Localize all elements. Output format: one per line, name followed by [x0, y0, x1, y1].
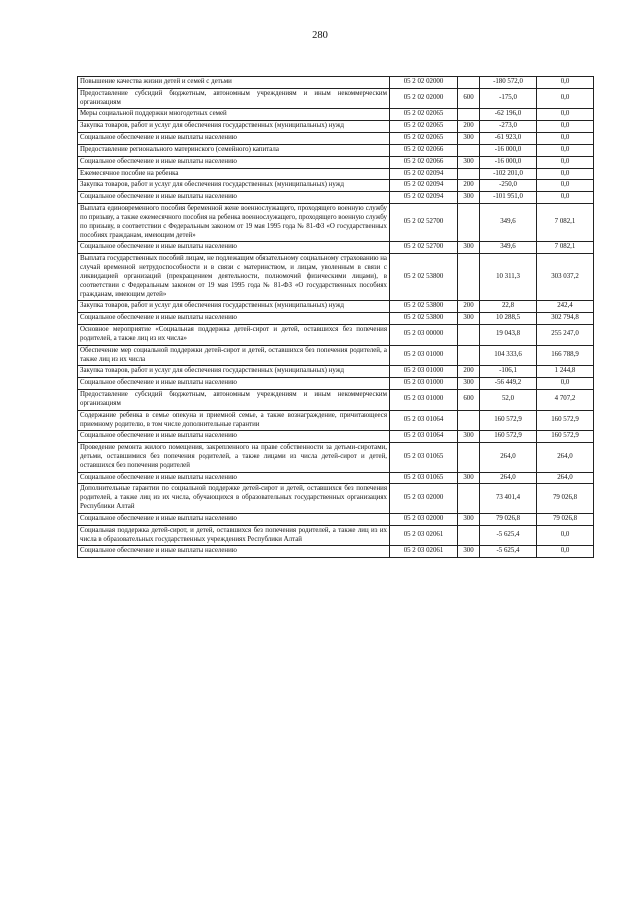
- table-row: [78, 325, 594, 346]
- row-amount-year2-cell: 4 707,2: [537, 390, 594, 411]
- table-row: [78, 378, 594, 390]
- row-code-cell: 05 2 02 53800: [390, 301, 458, 313]
- row-code-cell: 05 2 03 01064: [390, 431, 458, 443]
- row-amount-year1-cell: 19 043,8: [480, 325, 537, 346]
- row-amount-year1-cell: 10 311,3: [480, 254, 537, 301]
- row-name-cell: Ежемесячное пособие на ребенка: [78, 168, 390, 180]
- row-name-cell: Социальное обеспечение и иные выплаты населению: [78, 192, 390, 204]
- row-code-cell: 05 2 03 01064: [390, 410, 458, 431]
- row-name-cell: Закупка товаров, работ и услуг для обеспечения государственных (муниципальных) нужд: [78, 301, 390, 313]
- row-expense-type-cell: [458, 410, 480, 431]
- row-amount-year1-cell: -101 951,0: [480, 192, 537, 204]
- row-code-cell: 05 2 03 02000: [390, 513, 458, 525]
- row-amount-year2-cell: 0,0: [537, 168, 594, 180]
- row-amount-year2-cell: 0,0: [537, 546, 594, 558]
- row-code-cell: 05 2 02 02000: [390, 88, 458, 109]
- table-row: [78, 431, 594, 443]
- table-row: [78, 513, 594, 525]
- table-row: [78, 242, 594, 254]
- row-name-cell: Меры социальной поддержки многодетных семей: [78, 109, 390, 121]
- table-row: [78, 301, 594, 313]
- row-code-cell: 05 2 03 01000: [390, 378, 458, 390]
- row-name-cell: Закупка товаров, работ и услуг для обеспечения государственных (муниципальных) нужд: [78, 366, 390, 378]
- row-name-cell: Социальное обеспечение и иные выплаты населению: [78, 472, 390, 484]
- table-row: [78, 109, 594, 121]
- row-amount-year2-cell: 160 572,9: [537, 410, 594, 431]
- row-amount-year1-cell: 22,8: [480, 301, 537, 313]
- row-expense-type-cell: 300: [458, 133, 480, 145]
- table-row: [78, 144, 594, 156]
- row-code-cell: 05 2 02 02066: [390, 144, 458, 156]
- table-row: [78, 313, 594, 325]
- row-amount-year2-cell: 0,0: [537, 77, 594, 89]
- row-amount-year1-cell: -250,0: [480, 180, 537, 192]
- row-code-cell: 05 2 03 01000: [390, 345, 458, 366]
- row-amount-year1-cell: -180 572,0: [480, 77, 537, 89]
- row-expense-type-cell: 200: [458, 180, 480, 192]
- row-name-cell: Социальное обеспечение и иные выплаты населению: [78, 133, 390, 145]
- row-amount-year2-cell: 166 788,9: [537, 345, 594, 366]
- row-amount-year1-cell: 264,0: [480, 472, 537, 484]
- row-amount-year2-cell: 160 572,9: [537, 431, 594, 443]
- row-amount-year2-cell: 0,0: [537, 144, 594, 156]
- row-name-cell: Социальное обеспечение и иные выплаты населению: [78, 378, 390, 390]
- row-expense-type-cell: 200: [458, 366, 480, 378]
- row-expense-type-cell: 200: [458, 301, 480, 313]
- table-row: [78, 254, 594, 301]
- row-amount-year1-cell: -273,0: [480, 121, 537, 133]
- row-name-cell: Выплата единовременного пособия беременной жене военнослужащего, проходящего военную службу по призыву, а также ежемесячного пособия на ребенка военнослужащего, проходящего военную службу по призыву, в соответствии с Федеральным законом от 19 мая 1995 года № 81-ФЗ «О государственных пособиях гражданам, имеющим детей»: [78, 204, 390, 242]
- row-amount-year2-cell: 79 026,8: [537, 484, 594, 513]
- row-name-cell: Выплата государственных пособий лицам, не подлежащим обязательному социальному страхованию на случай временной нетрудоспособности и в связи с материнством, и лицам, уволенным в связи с ликвидацией организаций (прекращением деятельности, полномочий физическими лицами), в соответствии с Федеральным законом от 19 мая 1995 года № 81-ФЗ «О государственных пособиях гражданам, имеющим детей»: [78, 254, 390, 301]
- table-row: [78, 77, 594, 89]
- table-row: [78, 390, 594, 411]
- row-expense-type-cell: [458, 443, 480, 472]
- row-expense-type-cell: [458, 325, 480, 346]
- row-expense-type-cell: [458, 484, 480, 513]
- row-amount-year2-cell: 264,0: [537, 472, 594, 484]
- table-row: [78, 472, 594, 484]
- row-amount-year1-cell: -61 923,0: [480, 133, 537, 145]
- row-code-cell: 05 2 02 53800: [390, 313, 458, 325]
- row-amount-year1-cell: -102 201,0: [480, 168, 537, 180]
- row-expense-type-cell: 300: [458, 242, 480, 254]
- row-code-cell: 05 2 02 02065: [390, 109, 458, 121]
- row-amount-year1-cell: -5 625,4: [480, 546, 537, 558]
- row-code-cell: 05 2 02 02094: [390, 180, 458, 192]
- row-amount-year1-cell: 349,6: [480, 242, 537, 254]
- table-row: [78, 484, 594, 513]
- table-row: [78, 345, 594, 366]
- row-name-cell: Проведение ремонта жилого помещения, закрепленного на праве собственности за детьми-сиротами, детьми, оставшимися без попечения родителей, а также лицами из числа детей-сирот и детей, оставшихся без попечения родителей: [78, 443, 390, 472]
- table-row: [78, 156, 594, 168]
- row-code-cell: 05 2 02 53800: [390, 254, 458, 301]
- table-row: [78, 525, 594, 546]
- row-amount-year1-cell: 10 288,5: [480, 313, 537, 325]
- row-expense-type-cell: [458, 77, 480, 89]
- row-code-cell: 05 2 02 02066: [390, 156, 458, 168]
- row-amount-year2-cell: 255 247,0: [537, 325, 594, 346]
- row-amount-year1-cell: -62 196,0: [480, 109, 537, 121]
- row-code-cell: 05 2 03 01065: [390, 443, 458, 472]
- row-amount-year2-cell: 7 082,1: [537, 242, 594, 254]
- row-name-cell: Социальное обеспечение и иные выплаты населению: [78, 313, 390, 325]
- table-row: [78, 180, 594, 192]
- row-expense-type-cell: 300: [458, 156, 480, 168]
- row-amount-year2-cell: 7 082,1: [537, 204, 594, 242]
- row-code-cell: 05 2 02 02094: [390, 168, 458, 180]
- row-expense-type-cell: 300: [458, 513, 480, 525]
- table-row: [78, 192, 594, 204]
- row-name-cell: Социальное обеспечение и иные выплаты населению: [78, 156, 390, 168]
- row-name-cell: Социальное обеспечение и иные выплаты населению: [78, 431, 390, 443]
- row-expense-type-cell: [458, 525, 480, 546]
- row-amount-year1-cell: 52,0: [480, 390, 537, 411]
- row-name-cell: Обеспечение мер социальной поддержки детей-сирот и детей, оставшихся без попечения родителей, а также лиц из их числа: [78, 345, 390, 366]
- row-name-cell: Социальное обеспечение и иные выплаты населению: [78, 242, 390, 254]
- row-amount-year2-cell: 0,0: [537, 180, 594, 192]
- row-code-cell: 05 2 02 02094: [390, 192, 458, 204]
- row-code-cell: 05 2 02 02065: [390, 121, 458, 133]
- row-expense-type-cell: 300: [458, 378, 480, 390]
- page-number: 280: [312, 30, 328, 41]
- row-code-cell: 05 2 02 52700: [390, 242, 458, 254]
- row-code-cell: 05 2 03 02000: [390, 484, 458, 513]
- row-expense-type-cell: [458, 345, 480, 366]
- row-code-cell: 05 2 03 01000: [390, 366, 458, 378]
- table-row: [78, 168, 594, 180]
- row-expense-type-cell: [458, 204, 480, 242]
- row-amount-year2-cell: 0,0: [537, 525, 594, 546]
- row-code-cell: 05 2 02 02065: [390, 133, 458, 145]
- row-amount-year1-cell: 160 572,9: [480, 431, 537, 443]
- table-row: [78, 204, 594, 242]
- budget-table-body: [78, 77, 594, 558]
- row-amount-year1-cell: -5 625,4: [480, 525, 537, 546]
- row-expense-type-cell: [458, 109, 480, 121]
- row-expense-type-cell: 600: [458, 390, 480, 411]
- row-amount-year1-cell: 79 026,8: [480, 513, 537, 525]
- row-amount-year2-cell: 0,0: [537, 192, 594, 204]
- row-amount-year2-cell: 0,0: [537, 133, 594, 145]
- row-expense-type-cell: 300: [458, 431, 480, 443]
- row-amount-year2-cell: 242,4: [537, 301, 594, 313]
- row-amount-year2-cell: 303 037,2: [537, 254, 594, 301]
- row-amount-year1-cell: -16 000,0: [480, 144, 537, 156]
- row-name-cell: Социальное обеспечение и иные выплаты населению: [78, 546, 390, 558]
- row-amount-year1-cell: -56 449,2: [480, 378, 537, 390]
- budget-table: [77, 76, 594, 558]
- row-expense-type-cell: 600: [458, 88, 480, 109]
- table-row: [78, 121, 594, 133]
- row-amount-year1-cell: 160 572,9: [480, 410, 537, 431]
- row-code-cell: 05 2 03 02061: [390, 525, 458, 546]
- row-amount-year1-cell: 349,6: [480, 204, 537, 242]
- row-code-cell: 05 2 03 01000: [390, 390, 458, 411]
- row-amount-year2-cell: 1 244,8: [537, 366, 594, 378]
- row-code-cell: 05 2 03 00000: [390, 325, 458, 346]
- row-name-cell: Предоставление регионального материнского (семейного) капитала: [78, 144, 390, 156]
- row-code-cell: 05 2 02 02000: [390, 77, 458, 89]
- table-row: [78, 366, 594, 378]
- table-row: [78, 88, 594, 109]
- row-expense-type-cell: [458, 168, 480, 180]
- row-amount-year2-cell: 0,0: [537, 88, 594, 109]
- row-name-cell: Закупка товаров, работ и услуг для обеспечения государственных (муниципальных) нужд: [78, 180, 390, 192]
- table-row: [78, 410, 594, 431]
- row-amount-year2-cell: 264,0: [537, 443, 594, 472]
- table-row: [78, 133, 594, 145]
- row-expense-type-cell: [458, 254, 480, 301]
- row-name-cell: Дополнительные гарантии по социальной поддержке детей-сирот и детей, оставшихся без попечения родителей, а также лиц из их числа, обучающихся в образовательных государственных организациях Республики Алтай: [78, 484, 390, 513]
- row-amount-year2-cell: 0,0: [537, 156, 594, 168]
- row-name-cell: Повышение качества жизни детей и семей с детьми: [78, 77, 390, 89]
- row-amount-year1-cell: 104 333,6: [480, 345, 537, 366]
- row-expense-type-cell: 300: [458, 313, 480, 325]
- row-code-cell: 05 2 03 02061: [390, 546, 458, 558]
- row-amount-year1-cell: -16 000,0: [480, 156, 537, 168]
- table-row: [78, 546, 594, 558]
- row-amount-year1-cell: -106,1: [480, 366, 537, 378]
- row-name-cell: Социальное обеспечение и иные выплаты населению: [78, 513, 390, 525]
- row-code-cell: 05 2 03 01065: [390, 472, 458, 484]
- row-code-cell: 05 2 02 52700: [390, 204, 458, 242]
- row-expense-type-cell: 200: [458, 121, 480, 133]
- row-amount-year1-cell: 73 401,4: [480, 484, 537, 513]
- row-amount-year2-cell: 0,0: [537, 121, 594, 133]
- row-amount-year1-cell: -175,0: [480, 88, 537, 109]
- row-expense-type-cell: [458, 144, 480, 156]
- table-row: [78, 443, 594, 472]
- row-name-cell: Содержание ребенка в семье опекуна и приемной семье, а также вознаграждение, причитающееся приемному родителю, в том числе дополнительные гарантии: [78, 410, 390, 431]
- row-amount-year2-cell: 0,0: [537, 109, 594, 121]
- row-amount-year2-cell: 302 794,8: [537, 313, 594, 325]
- row-amount-year2-cell: 0,0: [537, 378, 594, 390]
- row-expense-type-cell: 300: [458, 472, 480, 484]
- row-amount-year1-cell: 264,0: [480, 443, 537, 472]
- row-amount-year2-cell: 79 026,8: [537, 513, 594, 525]
- row-expense-type-cell: 300: [458, 546, 480, 558]
- row-name-cell: Социальная поддержка детей-сирот, и детей, оставшихся без попечения родителей, а также лиц из их числа в образовательных государственных учреждениях Республики Алтай: [78, 525, 390, 546]
- row-expense-type-cell: 300: [458, 192, 480, 204]
- row-name-cell: Предоставление субсидий бюджетным, автономным учреждениям и иным некоммерческим организациям: [78, 390, 390, 411]
- row-name-cell: Закупка товаров, работ и услуг для обеспечения государственных (муниципальных) нужд: [78, 121, 390, 133]
- row-name-cell: Предоставление субсидий бюджетным, автономным учреждениям и иным некоммерческим организациям: [78, 88, 390, 109]
- row-name-cell: Основное мероприятие «Социальная поддержка детей-сирот и детей, оставшихся без попечения родителей, а также лиц из их числа»: [78, 325, 390, 346]
